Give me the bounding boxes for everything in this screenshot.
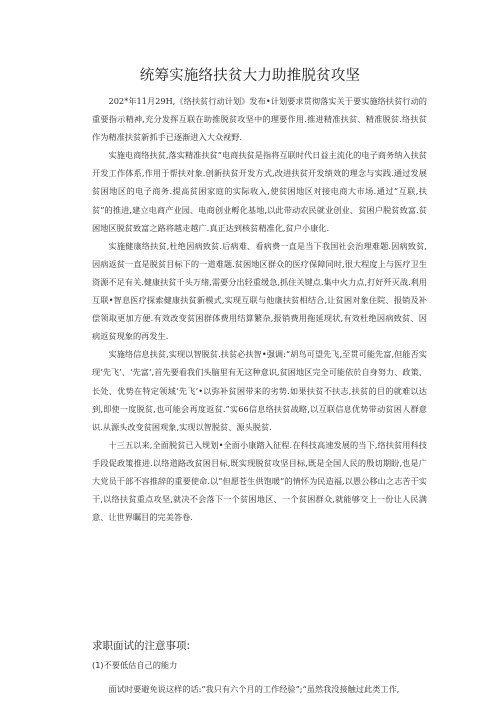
document-body	[92, 92, 427, 526]
section-subheading: (1)不要低估自己的能力	[92, 660, 178, 670]
paragraph-5: 十三五以来,全面脱贫已入规划•全面小康踏入征程.在科技高速发展的当下,络扶贫用科技手段促政策推进.以络道路改贫困目标,既实现脱贫攻坚目标,既是全国人民的殷切期盼,也是广大党员干部不容推辞的重要使命.以“但愿苍生供饱暖”的情怀为民造福,以愚公移山之志苦干实干,以络扶贫重点攻坚,就决不会落下一个贫困地区、一个贫困群众,就能够交上一份让人民满意、让世界瞩目的完美答卷.	[92, 439, 427, 523]
section-paragraph: 面试时要避免说这样的话:“我只有六个月的工作经验”;“虽然我没接触过此类工作,	[108, 684, 400, 694]
paragraph-4: 实施络信息扶贫,实现以智脱贫.扶贫必扶智•强调:“胡鸟可望先飞,至贯可能先富,但能否实现’先飞’、‘先富’,首先要看我们头脑里有无这种意识,贫困地区完全可能依於自身努力、政策、长处、优势在特定领域‘先飞’•以弥补贫困带来的劣势.如果扶贫不扶志,扶贫的目的就难以达到,即使一度脱贫,也可能会再度返贫.”实66信息络扶贫战略,以互联信息优势带动贫困人群意识.从源头改变贫困观象,实现以智脱贫、源头脱贫.	[92, 349, 427, 432]
paragraph-2: 实施电商络扶贫,落实精准扶贫”电商扶贫是指将互联时代日益主流化的电子商务纳入扶贫开发工作体系,作用于帮扶对象.创新扶贫开发方式,改进扶贫开发绩效的理念与实践.通过发展贫困地区的电子商务.提高贫困家庭的实际收入,使贫困地区对接电商大市场.通过“互联,扶贫”的推进,建立电商产业园、电商创业孵化基地,以此带动农民就业创业、贫困户脱贫致富.贫困地区脱贫致富之路将越走越广.真正达到核贫精准化,贫户小康化.	[92, 150, 427, 233]
paragraph-1: 202*年11月29H,《络扶贫行动计划》发布•计划要求贯彻落实关于要实施络扶贫行动的重要指示精神,充分发挥互联在助推脱贫攻坚中的理要作用.推进精准扶贫、精准脱贫.络扶贫作为精准扶贫新抓手已逐渐进入大众视野.	[92, 96, 427, 143]
paragraph-3: 实施健康络扶贫,杜绝因病致贫.后病难、看病费一直是当下我国社会治理难题.因病致贫,因病返贫一直是脱贫目标下的一道难题.贫困地区群众的医疗保障同时,很大程度上与医疗卫生资源不足有关.健康扶贫千头万绪,需要分出轻重缓急,抓住关键点.集中火力点,打好歼灭战.利用互联•智息医疗探索健康扶贫新模式,实现互联与他康扶贫相结合,让贫困对象住院、报销及补偿领取更加方便.有效改变贫困群体费用结算繁杂,报销费用拖延现状,有效杜绝因病致贫、因病返贫现象的再发生.	[92, 240, 427, 342]
section-heading: 求职面试的注意事项:	[92, 640, 191, 652]
document-title: 统筹实施络扶贫大力助推脱贫攻坚	[139, 68, 361, 84]
